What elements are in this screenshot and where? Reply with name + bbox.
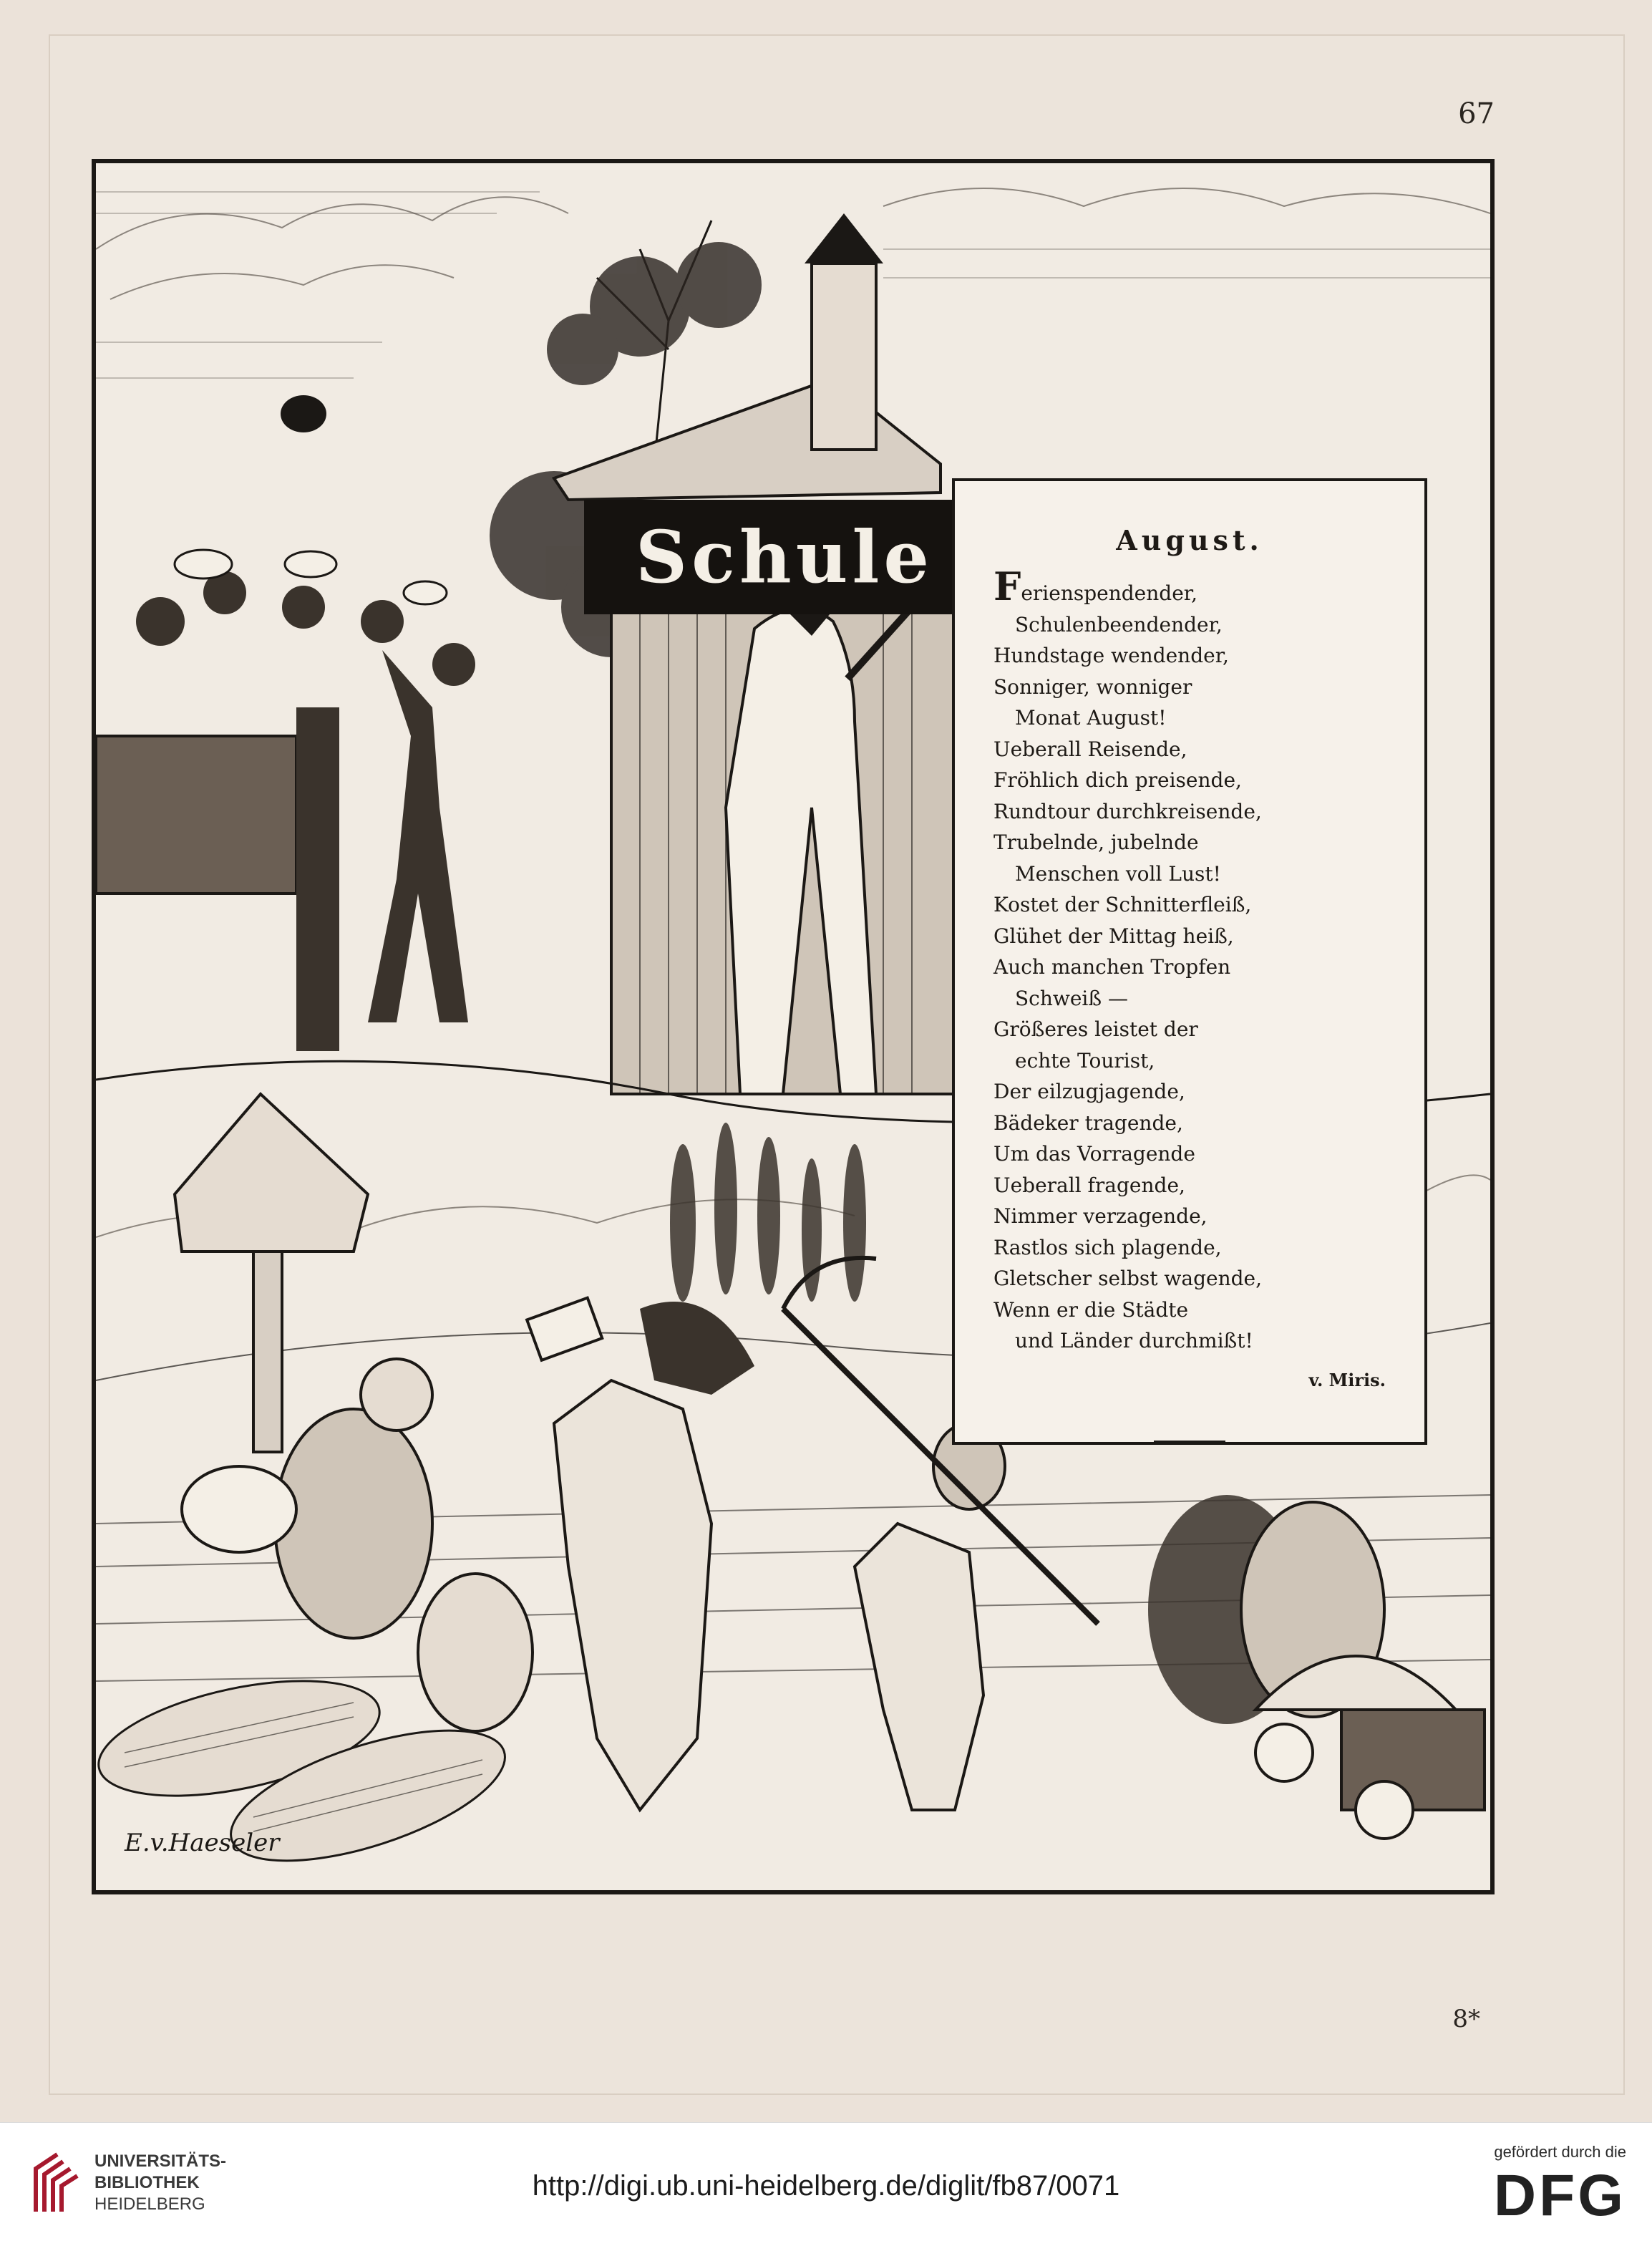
- page-number: 67: [1458, 97, 1495, 130]
- permalink-url[interactable]: http://digi.ub.uni-heidelberg.de/diglit/fb87/0071: [532, 2170, 1120, 2202]
- poem-line: Fröhlich dich preisende,: [993, 768, 1242, 792]
- library-name-line: BIBLIOTHEK: [94, 2173, 200, 2192]
- poem-line: Ueberall Reisende,: [993, 737, 1187, 761]
- funding-caption: gefördert durch die: [1494, 2143, 1626, 2161]
- poem-line: Der eilzugjagende,: [993, 1080, 1185, 1103]
- poem-author: v. Miris.: [1308, 1369, 1386, 1390]
- illustration-frame: [92, 159, 1495, 1894]
- poem-line: Schweiß —: [1015, 986, 1128, 1010]
- poem-line: Kostet der Schnitterfleiß,: [993, 893, 1252, 916]
- dfg-logo[interactable]: DFG: [1493, 2163, 1626, 2228]
- poem-panel: [952, 478, 1427, 1445]
- poem-line: Ferienspendender,: [993, 563, 1197, 609]
- poem-line: Rundtour durchkreisende,: [993, 799, 1262, 823]
- poem-line: Trubelnde, jubelnde: [993, 831, 1199, 854]
- poem-line: Ueberall fragende,: [993, 1173, 1185, 1197]
- poem-line: Größeres leistet der: [993, 1017, 1198, 1041]
- poem-line: Bädeker tragende,: [993, 1110, 1183, 1135]
- library-name-line: UNIVERSITÄTS-: [94, 2151, 227, 2171]
- library-name-line: HEIDELBERG: [94, 2194, 205, 2214]
- poem-line: Hundstage wendender,: [993, 644, 1229, 667]
- poem-lines: [993, 563, 1386, 1357]
- funder-block: [1454, 2143, 1626, 2226]
- poem-line: Rastlos sich plagende,: [993, 1235, 1222, 1259]
- viewer-footer: [0, 2122, 1652, 2246]
- poem-line: und Länder durchmißt!: [1015, 1329, 1253, 1352]
- poem-title: August.: [1116, 524, 1263, 556]
- poem-line: Wenn er die Städte: [993, 1297, 1189, 1322]
- school-sign: Schule: [584, 500, 985, 614]
- poem-line: Sonniger, wonniger: [993, 674, 1192, 699]
- divider: [1154, 1441, 1225, 1442]
- poem-line: Menschen voll Lust!: [1015, 861, 1221, 886]
- sheet-signature: 8*: [1452, 2005, 1480, 2033]
- poem-line: Um das Vorragende: [993, 1142, 1195, 1166]
- poem-line: Schulenbeendender,: [1015, 612, 1223, 636]
- poem-line: echte Tourist,: [1015, 1048, 1155, 1073]
- poem-line: Glühet der Mittag heiß,: [993, 924, 1234, 948]
- artist-signature: E.v.Haeseler: [125, 1829, 280, 1857]
- poem-line: Gletscher selbst wagende,: [993, 1267, 1263, 1290]
- poem-line: Nimmer verzagende,: [993, 1204, 1208, 1228]
- poem-line: Monat August!: [1015, 706, 1167, 730]
- poem-line: Auch manchen Tropfen: [993, 955, 1231, 979]
